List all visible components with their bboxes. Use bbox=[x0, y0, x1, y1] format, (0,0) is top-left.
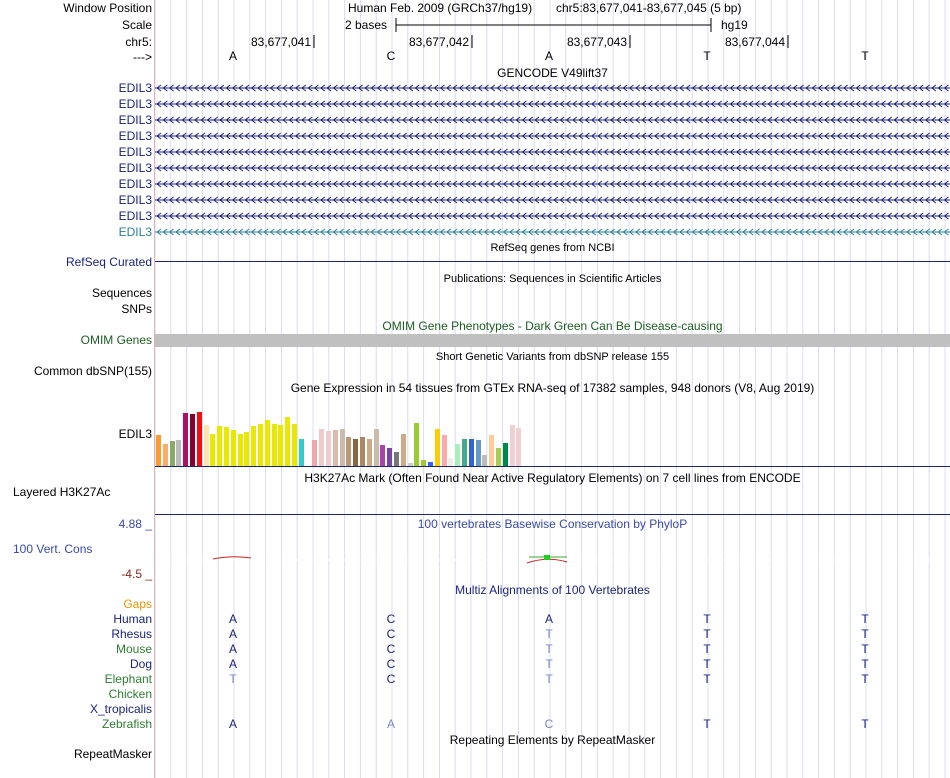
multiz-title: Multiz Alignments of 100 Vertebrates bbox=[455, 583, 650, 597]
reference-base: T bbox=[861, 49, 869, 63]
coordinate-label: 83,677,044 bbox=[724, 35, 785, 49]
omim-title: OMIM Gene Phenotypes - Dark Green Can Be Disease-causing bbox=[382, 319, 723, 333]
alignment-base: T bbox=[861, 657, 869, 671]
reference-base: A bbox=[544, 49, 553, 63]
gtex-title: Gene Expression in 54 tissues from GTEx RNA-seq of 17382 samples, 948 donors (V8, Aug 2019) bbox=[290, 381, 815, 395]
cons-track-label[interactable]: 100 Vert. Cons bbox=[13, 542, 93, 556]
h3k27ac-title: H3K27Ac Mark (Often Found Near Active Regulatory Elements) on 7 cell lines from ENCODE bbox=[304, 471, 801, 485]
species-label[interactable]: Human bbox=[113, 612, 152, 626]
alignment-base: C bbox=[544, 717, 554, 731]
alignment-base: T bbox=[703, 672, 711, 686]
reference-base: T bbox=[703, 49, 711, 63]
alignment-base: T bbox=[861, 672, 869, 686]
chrom-label: chr5: bbox=[125, 35, 152, 49]
alignment-base: A bbox=[544, 612, 553, 626]
cons-signal bbox=[213, 557, 251, 559]
db-label: hg19 bbox=[721, 18, 748, 32]
alignment-base: T bbox=[703, 657, 711, 671]
species-label[interactable]: Dog bbox=[129, 657, 152, 671]
reference-base: C bbox=[386, 49, 396, 63]
alignment-base: T bbox=[229, 672, 237, 686]
alignment-base: C bbox=[386, 627, 396, 641]
species-label[interactable]: Chicken bbox=[108, 687, 152, 701]
cons-signal-peak bbox=[544, 555, 550, 560]
gencode-transcript-label[interactable]: EDIL3 bbox=[118, 225, 152, 239]
alignment-base: T bbox=[545, 627, 553, 641]
alignment-base: T bbox=[545, 642, 553, 656]
coordinate-label: 83,677,042 bbox=[408, 35, 469, 49]
refseq-curated-label[interactable]: RefSeq Curated bbox=[65, 255, 152, 269]
alignment-base: T bbox=[545, 672, 553, 686]
alignment-base: A bbox=[228, 627, 237, 641]
gencode-transcript-label[interactable]: EDIL3 bbox=[118, 177, 152, 191]
track-label-panel bbox=[0, 0, 154, 778]
alignment-base: T bbox=[861, 627, 869, 641]
scale-text: 2 bases bbox=[345, 18, 388, 32]
publications-snps-label[interactable]: SNPs bbox=[121, 302, 152, 316]
repeatmasker-label[interactable]: RepeatMasker bbox=[73, 747, 152, 761]
gencode-transcript-label[interactable]: EDIL3 bbox=[118, 209, 152, 223]
alignment-base: C bbox=[386, 672, 396, 686]
coordinate-label: 83,677,041 bbox=[250, 35, 311, 49]
cons-max-label: 4.88 _ bbox=[118, 517, 152, 531]
gencode-transcript-label[interactable]: EDIL3 bbox=[118, 81, 152, 95]
layered-h3k27ac-label[interactable]: Layered H3K27Ac bbox=[13, 485, 111, 499]
cons-min-label: -4.5 _ bbox=[121, 567, 152, 581]
publications-title: Publications: Sequences in Scientific Articles bbox=[443, 273, 662, 285]
publications-sequences-label[interactable]: Sequences bbox=[91, 286, 152, 300]
alignment-base: T bbox=[703, 612, 711, 626]
assembly-title: Human Feb. 2009 (GRCh37/hg19) bbox=[348, 1, 533, 15]
repeatmasker-title: Repeating Elements by RepeatMasker bbox=[449, 733, 656, 747]
common-dbsnp-label[interactable]: Common dbSNP(155) bbox=[33, 364, 152, 378]
gencode-title: GENCODE V49lift37 bbox=[497, 66, 608, 80]
reference-base: A bbox=[228, 49, 237, 63]
gencode-transcript-label[interactable]: EDIL3 bbox=[118, 161, 152, 175]
gencode-transcript-label[interactable]: EDIL3 bbox=[118, 129, 152, 143]
alignment-base: T bbox=[545, 657, 553, 671]
track-display-area[interactable] bbox=[155, 0, 950, 778]
window-position-label: Window Position bbox=[63, 1, 152, 15]
alignment-base: T bbox=[861, 642, 869, 656]
dbsnp-title: Short Genetic Variants from dbSNP release 155 bbox=[435, 351, 670, 363]
species-label[interactable]: Mouse bbox=[115, 642, 152, 656]
species-label[interactable]: X_tropicalis bbox=[89, 702, 152, 716]
alignment-base: T bbox=[861, 717, 869, 731]
species-label[interactable]: Elephant bbox=[104, 672, 152, 686]
alignment-base: T bbox=[703, 717, 711, 731]
alignment-base: T bbox=[861, 612, 869, 626]
alignment-base: A bbox=[228, 657, 237, 671]
alignment-base: A bbox=[228, 642, 237, 656]
alignment-base: A bbox=[228, 717, 237, 731]
refseq-title: RefSeq genes from NCBI bbox=[490, 242, 615, 254]
gencode-transcript-label[interactable]: EDIL3 bbox=[118, 97, 152, 111]
gencode-transcript-label[interactable]: EDIL3 bbox=[118, 145, 152, 159]
species-label[interactable]: Zebrafish bbox=[101, 717, 152, 731]
alignment-base: C bbox=[386, 642, 396, 656]
alignment-base: A bbox=[228, 612, 237, 626]
species-label[interactable]: Rhesus bbox=[111, 627, 152, 641]
coordinate-label: 83,677,043 bbox=[566, 35, 627, 49]
gtex-gene-label[interactable]: EDIL3 bbox=[118, 427, 152, 441]
alignment-base: C bbox=[386, 657, 396, 671]
alignment-base: T bbox=[703, 627, 711, 641]
multiz-gaps-label[interactable]: Gaps bbox=[123, 597, 152, 611]
gencode-transcript-label[interactable]: EDIL3 bbox=[118, 113, 152, 127]
alignment-base: C bbox=[386, 612, 396, 626]
omim-genes-label[interactable]: OMIM Genes bbox=[80, 333, 152, 347]
conservation-title: 100 vertebrates Basewise Conservation by PhyloP bbox=[417, 517, 688, 531]
alignment-base: T bbox=[703, 642, 711, 656]
alignment-base: A bbox=[386, 717, 395, 731]
scale-label: Scale bbox=[121, 18, 152, 32]
gencode-transcript-label[interactable]: EDIL3 bbox=[118, 193, 152, 207]
strand-label: ---> bbox=[133, 50, 152, 64]
position-readout: chr5:83,677,041-83,677,045 (5 bp) bbox=[556, 1, 742, 15]
